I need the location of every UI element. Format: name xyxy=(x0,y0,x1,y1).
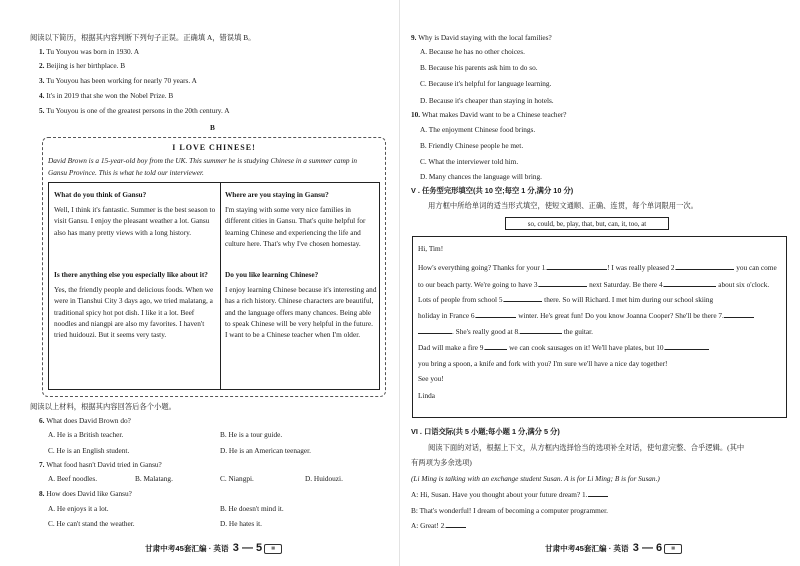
letter-signoff: See you! xyxy=(418,374,444,383)
blank-5[interactable] xyxy=(504,295,542,302)
question-7: 7. What food hasn't David tried in Gansu? xyxy=(39,460,162,469)
left-footer-title: 甘肃中考45套汇编 · 英语 xyxy=(145,544,229,554)
left-footer xyxy=(145,542,282,556)
question-learning: Do you like learning Chinese? xyxy=(225,270,319,279)
question-6: 6. What does David Brown do? xyxy=(39,416,131,425)
tf-item-2: 2. Beijing is her birthplace. B xyxy=(39,61,126,70)
blank-6[interactable] xyxy=(476,311,516,318)
q7-option-d: D. Huidouzi. xyxy=(305,474,343,483)
letter-line-4: holiday in France 6. winter. He's great fun! Do you know Joanna Cooper? She'll be there 7. xyxy=(418,311,754,320)
letter-line-1: How's everything going? Thanks for your 1. ! I was really pleased 2. you can come xyxy=(418,263,777,272)
letter-signature: Linda xyxy=(418,391,436,400)
q10-option-a: A. The enjoyment Chinese food brings. xyxy=(420,125,536,134)
q6-option-d: D. He is an American teenager. xyxy=(220,446,311,455)
q6-option-a: A. He is a British teacher. xyxy=(48,430,124,439)
answer-gansu: Well, I think it's fantastic. Summer is the best season to visit Gansu. I enjoy the pleasant weather a lot. Gansu also has many pretty views with a long history. xyxy=(54,205,216,237)
blank-2[interactable] xyxy=(676,263,734,270)
section-6-instruction-2: 有两项为多余选项) xyxy=(411,458,472,467)
tf-item-1: 1. Tu Youyou was born in 1930. A xyxy=(39,47,140,56)
q9-option-b: B. Because his parents ask him to do so. xyxy=(420,63,538,72)
q8-option-b: B. He doesn't mind it. xyxy=(220,504,284,513)
publisher-logo-icon: ▦ xyxy=(664,544,682,554)
word-bank: so, could, be, play, that, but, can, it, too, at xyxy=(505,217,669,230)
passage-intro-line2: Gansu Province. This is what he told our interviewer. xyxy=(48,168,204,177)
q8-option-c: C. He can't stand the weather. xyxy=(48,519,135,528)
passage-intro-line1: David Brown is a 15-year-old boy from the UK. This summer he is studying Chinese in a summer camp in xyxy=(48,156,358,165)
interview-table xyxy=(48,182,380,390)
tf-item-5: 5. Tu Youyou is one of the greatest persons in the 20th century. A xyxy=(39,106,230,115)
question-staying: Where are you staying in Gansu? xyxy=(225,190,329,199)
tf-item-4: 4. It's in 2019 that she won the Nobel Prize. B xyxy=(39,91,174,100)
blank-7[interactable] xyxy=(724,311,754,318)
section-b-label: B xyxy=(210,123,215,132)
q6-option-b: B. He is a tour guide. xyxy=(220,430,283,439)
answer-learning: I enjoy learning Chinese because it's interesting and has a rich history. Chinese characters are beautiful, and the language offers many chances. Being able to speak Chinese will be very helpful in the future. I want to be a Chinese teacher when I'm older. xyxy=(225,285,377,340)
dialog-line-3: A: Great! 2. xyxy=(411,521,466,530)
dialog-context: (Li Ming is talking with an exchange student Susan. A is for Li Ming; B is for Susan.) xyxy=(411,474,660,483)
question-8: 8. How does David like Gansu? xyxy=(39,489,132,498)
letter-greeting: Hi, Tim! xyxy=(418,244,444,253)
dialog-line-1: A: Hi, Susan. Have you thought about your future dream? 1. xyxy=(411,490,608,499)
section-5-instruction: 用方框中所给单词的适当形式填空，使短文通顺、正确、连贯，每个单词限用一次。 xyxy=(428,201,698,210)
letter-line-5: . She's really good at 8. the guitar. xyxy=(418,327,593,336)
letter-line-3: Lots of people from school 5. there. So will Richard. I met him during our school skiing xyxy=(418,295,714,304)
blank-8[interactable] xyxy=(520,327,562,334)
left-page-number: 3 — 5 xyxy=(232,542,263,555)
question-gansu: What do you think of Gansu? xyxy=(54,190,147,199)
blank-3[interactable] xyxy=(539,280,587,287)
tf-item-3: 3. Tu Youyou has been working for nearly 70 years. A xyxy=(39,76,197,85)
question-10: 10. What makes David want to be a Chinese teacher? xyxy=(411,110,567,119)
dialog-line-2: B: That's wonderful! I dream of becoming a computer programmer. xyxy=(411,506,608,515)
letter-line-2: to our beach party. We're going to have 3. next Saturday. Be there 4. about six o'clock. xyxy=(418,280,770,289)
right-footer-title: 甘肃中考45套汇编 · 英语 xyxy=(545,544,629,554)
reading-b-instruction: 阅读以上材料，根据其内容回答后各个小题。 xyxy=(30,402,176,411)
blank-10[interactable] xyxy=(665,343,709,350)
reading-a-instruction: 阅读以下简历，根据其内容判断下列句子正误。正确填 A，错误填 B。 xyxy=(30,33,256,42)
q6-option-c: C. He is an English student. xyxy=(48,446,130,455)
section-5-title: V . 任务型完形填空(共 10 空;每空 1 分,满分 10 分) xyxy=(411,186,574,195)
q9-option-a: A. Because he has no other choices. xyxy=(420,47,525,56)
letter-line-7: you bring a spoon, a knife and fork with you? I'm sure we'll have a nice day together! xyxy=(418,359,668,368)
q7-option-c: C. Niangpi. xyxy=(220,474,254,483)
section-6-title: VI . 口语交际(共 5 小题;每小题 1 分,满分 5 分) xyxy=(411,427,560,436)
right-page-number: 3 — 6 xyxy=(632,542,663,555)
question-anything-else: Is there anything else you especially like about it? xyxy=(54,270,208,279)
dialog-blank-2[interactable] xyxy=(446,521,466,528)
q9-option-d: D. Because it's cheaper than staying in hotels. xyxy=(420,96,554,105)
q8-option-a: A. He enjoys it a lot. xyxy=(48,504,109,513)
blank-9[interactable] xyxy=(485,343,507,350)
letter-line-6: Dad will make a fire 9. we can cook sausages on it! We'll have plates, but 10. xyxy=(418,343,709,352)
q10-option-b: B. Friendly Chinese people he met. xyxy=(420,141,524,150)
section-6-instruction-1: 阅读下面的对话，根据上下文，从方框内选择恰当的选项补全对话，使句意完整、合乎逻辑。(其中 xyxy=(428,443,745,452)
blank-7-continued[interactable] xyxy=(418,327,452,334)
q9-option-c: C. Because it's helpful for language learning. xyxy=(420,79,552,88)
question-9: 9. Why is David staying with the local families? xyxy=(411,33,552,42)
q10-option-c: C. What the interviewer told him. xyxy=(420,157,519,166)
q8-option-d: D. He hates it. xyxy=(220,519,262,528)
right-footer xyxy=(545,542,682,556)
publisher-logo-icon: ▦ xyxy=(264,544,282,554)
q7-option-a: A. Beef noodles. xyxy=(48,474,98,483)
passage-title: I LOVE CHINESE! xyxy=(172,143,256,152)
answer-anything-else: Yes, the friendly people and delicious foods. When we were in Tianshui City 3 days ago, we tried malatang, a traditional spicy hot pot dish. I like it a lot. Beef noodles and niangpi are also my favorites. I haven't tried huidouzi. But it seems very tasty. xyxy=(54,285,214,340)
q7-option-b: B. Malatang. xyxy=(135,474,173,483)
q10-option-d: D. Many chances the language will bring. xyxy=(420,172,542,181)
blank-4[interactable] xyxy=(664,280,716,287)
answer-staying: I'm staying with some very nice families in different cities in Gansu. That's quite helpful for learning Chinese and experiencing the life and culture here. That's why I've chosen homestay. xyxy=(225,205,366,248)
dialog-blank-1[interactable] xyxy=(588,490,608,497)
blank-1[interactable] xyxy=(547,263,607,270)
